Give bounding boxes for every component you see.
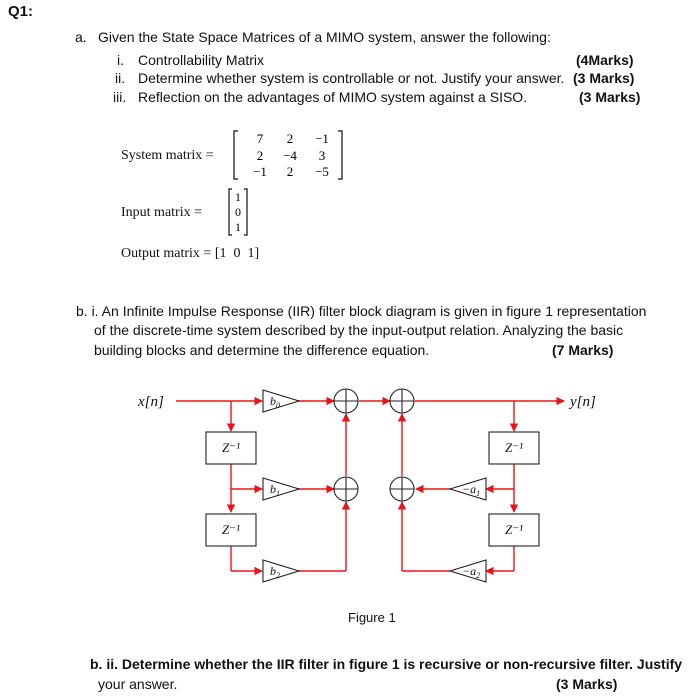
item-i-marks: (4Marks) xyxy=(576,52,634,68)
adder-fb0 xyxy=(390,389,414,413)
item-ii-text: Determine whether system is controllable or not. Justify your answer. xyxy=(138,70,565,86)
label-b2: $b_2$ xyxy=(270,564,280,580)
part-a-letter: a. xyxy=(75,29,87,45)
question-number: Q1: xyxy=(8,3,34,20)
sys-m-0-2: −1 xyxy=(315,131,329,146)
output-matrix: Output matrix = [1 0 1] xyxy=(121,246,260,261)
label-a1: $-a_1$ xyxy=(462,482,481,498)
part-b-ii-line2: your answer. xyxy=(98,676,178,692)
input-matrix-label: Input matrix = xyxy=(121,205,202,220)
part-a-intro: Given the State Space Matrices of a MIMO system, answer the following: xyxy=(98,29,551,45)
item-ii-marks: (3 Marks) xyxy=(573,70,635,86)
part-b-i-line3: building blocks and determine the difference equation. xyxy=(94,342,430,358)
gain-b2 xyxy=(263,560,299,582)
item-ii-num: ii. xyxy=(115,70,126,86)
adder-ff1 xyxy=(334,477,358,501)
sys-m-1-2: 3 xyxy=(318,148,326,163)
label-delay-y1: Z⁻¹ xyxy=(505,440,523,455)
sys-m-1-1: −4 xyxy=(283,148,297,163)
sys-m-2-0: −1 xyxy=(253,164,267,179)
sys-m-0-1: 2 xyxy=(286,131,294,146)
sys-m-1-0: 2 xyxy=(256,148,264,163)
sys-m-2-1: 2 xyxy=(286,164,294,179)
part-b-ii-marks: (3 Marks) xyxy=(556,676,618,692)
label-a2: $-a_2$ xyxy=(462,564,481,580)
item-i-num: i. xyxy=(117,52,124,68)
label-delay-x2: Z⁻¹ xyxy=(222,522,240,537)
label-delay-y2: Z⁻¹ xyxy=(505,522,523,537)
label-y-n: y[n] xyxy=(570,394,596,410)
item-i-text: Controllability Matrix xyxy=(138,52,265,68)
figure-caption: Figure 1 xyxy=(348,610,396,625)
part-b-ii-line1: b. ii. Determine whether the IIR filter in figure 1 is recursive or non-recursive filter. Justify xyxy=(90,656,683,672)
in-m-0: 1 xyxy=(235,190,241,204)
label-b0: $b_0$ xyxy=(270,394,280,410)
label-delay-x1: Z⁻¹ xyxy=(222,440,240,455)
gain-b0 xyxy=(263,390,299,412)
in-m-1: 0 xyxy=(235,205,241,219)
part-b-i-line2: of the discrete-time system described by the input-output relation. Analyzing the basic xyxy=(94,322,624,338)
adder-fb1 xyxy=(390,477,414,501)
sys-m-0-0: 7 xyxy=(256,131,264,146)
item-iii-marks: (3 Marks) xyxy=(579,89,641,105)
label-x-n: x[n] xyxy=(138,394,164,410)
item-iii-num: iii. xyxy=(113,89,127,105)
sys-m-2-2: −5 xyxy=(315,164,329,179)
item-iii-text: Reflection on the advantages of MIMO system against a SISO. xyxy=(138,89,528,105)
system-matrix-label: System matrix = xyxy=(121,148,214,163)
in-m-2: 1 xyxy=(235,220,241,234)
adder-ff0 xyxy=(334,389,358,413)
gain-b1 xyxy=(263,478,299,500)
part-b-i-marks: (7 Marks) xyxy=(552,342,614,358)
part-b-i-line1: b. i. An Infinite Impulse Response (IIR) filter block diagram is given in figure 1 representation xyxy=(76,303,647,319)
label-b1: $b_1$ xyxy=(270,482,280,498)
